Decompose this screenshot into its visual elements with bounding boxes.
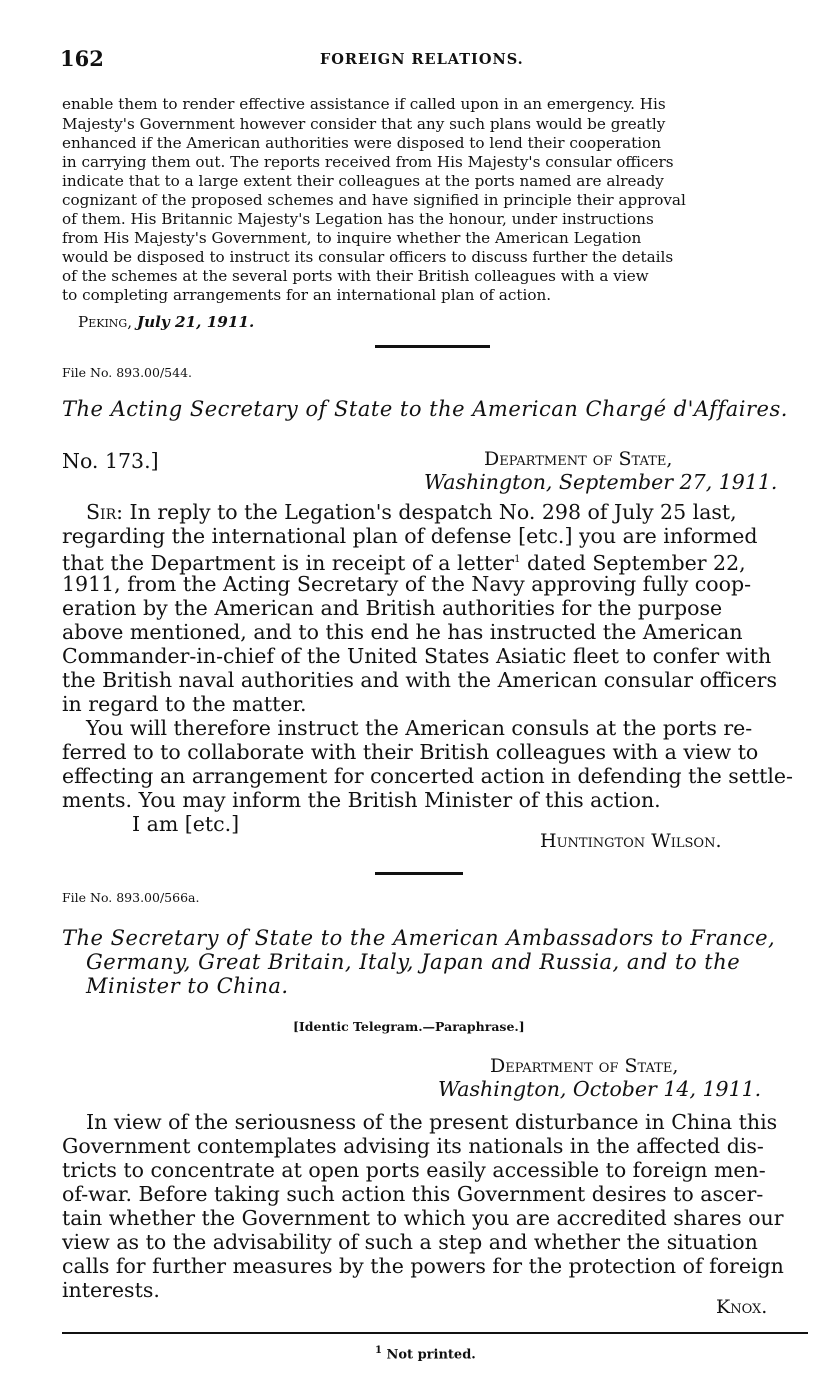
text-line: of-war. Before taking such action this Government desires to ascer- (62, 1182, 764, 1206)
dateline: Washington, October 14, 1911. (438, 1077, 762, 1101)
text-line: of the schemes at the several ports with their British colleagues with a view (62, 267, 649, 285)
text-line: of them. His Britannic Majesty's Legation has the honour, under instructions (62, 210, 654, 228)
page-number: 162 (60, 46, 104, 71)
file-number: File No. 893.00/566a. (62, 890, 200, 905)
footnote-marker: 1 (375, 1345, 382, 1356)
text-line: ferred to to collaborate with their British colleagues with a view to (62, 740, 759, 764)
salutation: Sir: (86, 500, 124, 524)
document-heading: The Secretary of State to the American Ambassadors to France, (62, 926, 776, 950)
file-number: File No. 893.00/544. (62, 365, 193, 380)
text-line: in carrying them out. The reports received from His Majesty's consular officers (62, 153, 674, 171)
footnote-marker: 1 (514, 554, 521, 565)
department-line: Department of State, (484, 448, 673, 470)
text-line: calls for further measures by the powers for the protection of foreign (62, 1254, 784, 1278)
text-line: enable them to render effective assistance if called upon in an emergency. His (62, 95, 666, 113)
text-line: from His Majesty's Government, to inquire whether the American Legation (62, 229, 642, 247)
telegram-note: [Identic Telegram.—Paraphrase.] (293, 1019, 525, 1034)
text-line: to completing arrangements for an international plan of action. (62, 286, 552, 304)
text-line: In view of the seriousness of the present disturbance in China this (86, 1110, 778, 1134)
dateline: Washington, September 27, 1911. (424, 470, 778, 494)
text-line: tricts to concentrate at open ports easily accessible to foreign men- (62, 1158, 766, 1182)
text-line (86, 500, 737, 524)
place-date-line (78, 314, 254, 330)
signature: Knox. (716, 1296, 768, 1318)
running-title: FOREIGN RELATIONS. (320, 51, 524, 68)
despatch-number: No. 173.] (62, 449, 159, 473)
section-divider (375, 345, 490, 348)
text-line: indicate that to a large extent their colleagues at the ports named are already (62, 172, 664, 190)
closing: I am [etc.] (132, 812, 240, 836)
text-line: eration by the American and British authorities for the purpose (62, 596, 723, 620)
place: Peking, (78, 313, 133, 331)
text-line: effecting an arrangement for concerted action in defending the settle- (62, 764, 793, 788)
text-line: interests. (62, 1278, 160, 1302)
text-line: the British naval authorities and with the American consular officers (62, 668, 777, 692)
text-line: regarding the international plan of defense [etc.] you are informed (62, 524, 758, 548)
text-line: ments. You may inform the British Minister of this action. (62, 788, 661, 812)
text-line (62, 548, 746, 575)
letter-date: July 21, 1911. (136, 313, 255, 331)
text-line: Government contemplates advising its nationals in the affected dis- (62, 1134, 764, 1158)
text-line: cognizant of the proposed schemes and have signified in principle their approval (62, 191, 686, 209)
footnote-text: Not printed. (386, 1347, 476, 1363)
text-line: would be disposed to instruct its consular officers to discuss further the details (62, 248, 674, 266)
text-span: In reply to the Legation's despatch No. 298 of July 25 last, (123, 500, 737, 524)
text-line: enhanced if the American authorities were disposed to lend their cooperation (62, 134, 662, 152)
text-line: Commander-in-chief of the United States Asiatic fleet to confer with (62, 644, 772, 668)
section-divider (375, 872, 463, 875)
footnote (375, 1345, 476, 1362)
document-heading: Minister to China. (86, 974, 289, 998)
department-line: Department of State, (490, 1055, 679, 1077)
text-span: that the Department is in receipt of a letter (62, 550, 515, 575)
document-heading: Germany, Great Britain, Italy, Japan and Russia, and to the (86, 950, 741, 974)
text-line: Majesty's Government however consider that any such plans would be greatly (62, 115, 666, 133)
document-heading: The Acting Secretary of State to the American Chargé d'Affaires. (62, 397, 788, 421)
footnote-rule (62, 1332, 808, 1334)
signature: Huntington Wilson. (540, 830, 722, 852)
text-span: dated September 22, (520, 550, 746, 575)
text-line: view as to the advisability of such a step and whether the situation (62, 1230, 758, 1254)
text-line: above mentioned, and to this end he has instructed the American (62, 620, 743, 644)
text-line: 1911, from the Acting Secretary of the Navy approving fully coop- (62, 572, 752, 596)
text-line: in regard to the matter. (62, 692, 307, 716)
text-line: tain whether the Government to which you are accredited shares our (62, 1206, 784, 1230)
text-line: You will therefore instruct the American consuls at the ports re- (86, 716, 753, 740)
